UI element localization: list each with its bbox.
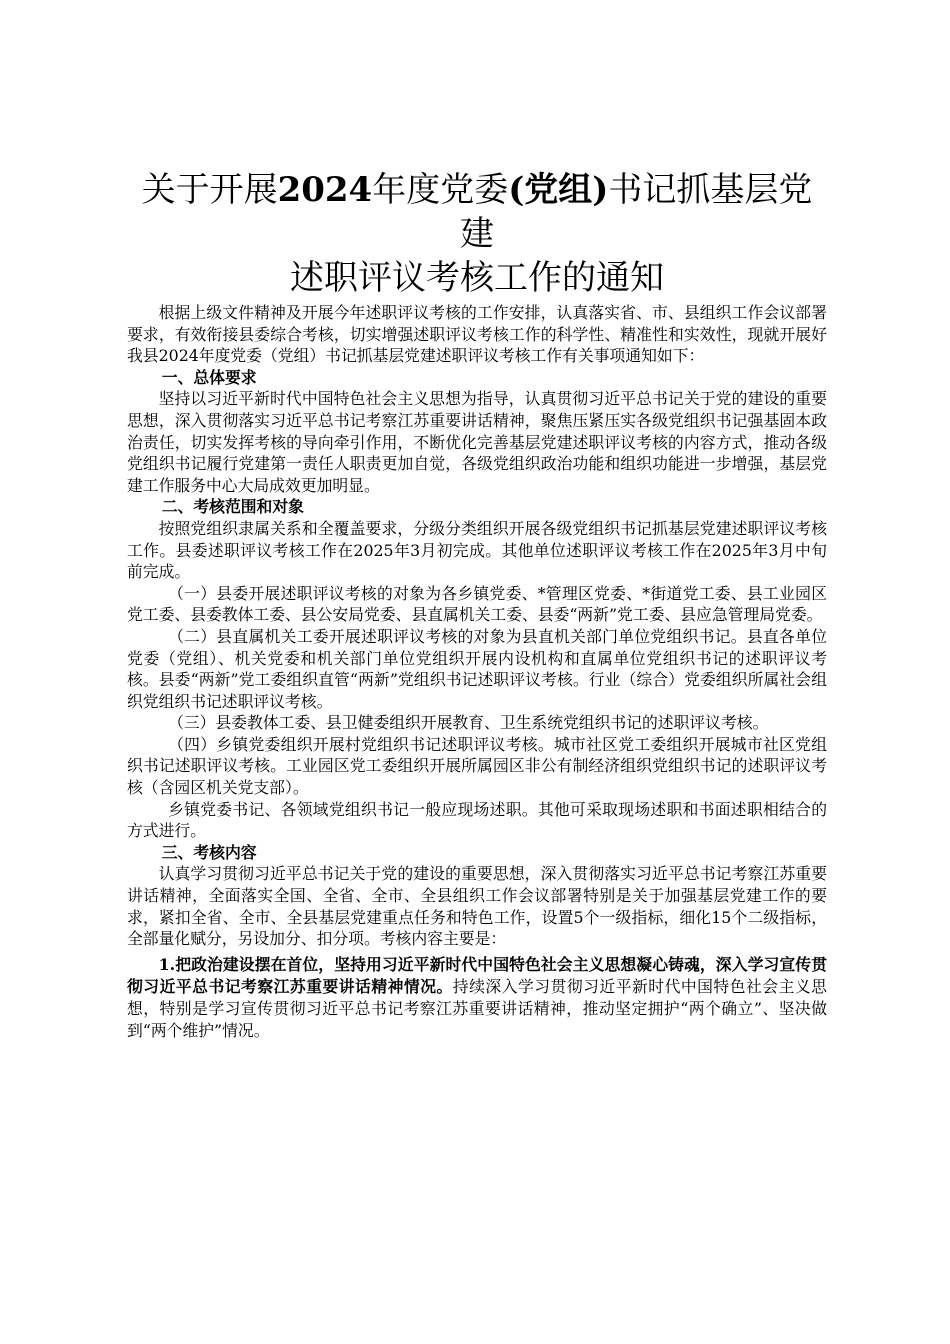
section-heading-1: 一、总体要求	[161, 367, 257, 387]
section2-item-2: （二）县直属机关工委开展述职评议考核的对象为县直机关部门单位党组织书记。县直各单位党委（党组）、机关党委和机关部门单位党组织开展内设机构和直属单位党组织书记的述职评议考核。县委“两新”党工委组织直管“两新”党组织书记述职评议考核。行业（综合）党委组织所属社会组织党组织书记述职评议考核。	[127, 626, 827, 711]
document-page	[127, 168, 827, 1042]
title-line1	[142, 170, 813, 254]
section-heading-3: 三、考核内容	[161, 842, 257, 862]
section3-paragraph: 认真学习贯彻习近平总书记关于党的建设的重要思想，深入贯彻落实习近平总书记考察江苏重要讲话精神，全面落实全国、全省、全市、全县组织工作会议部署特别是关于加强基层党建工作的要求，紧扣全省、全市、全县基层党建重点任务和特色工作，设置5个一级指标，细化15个二级指标，全部量化赋分，另设加分、扣分项。考核内容主要是：	[127, 864, 827, 949]
section2-item-1: （一）县委开展述职评议考核的对象为各乡镇党委、*管理区党委、*街道党工委、县工业园区党工委、县委教体工委、县公安局党委、县直属机关工委、县委“两新”党工委、县应急管理局党委。	[127, 583, 827, 625]
document-title	[127, 168, 827, 300]
section2-note: 乡镇党委书记、各领域党组织书记一般应现场述职。其他可采取现场述职和书面述职相结合的方式进行。	[127, 799, 827, 841]
section2-item-3: （三）县委教体工委、县卫健委组织开展教育、卫生系统党组织书记的述职评议考核。	[168, 713, 769, 733]
section3-item-1	[127, 954, 827, 1042]
section2-item-4: （四）乡镇党委组织开展村党组织书记述职评议考核。城市社区党工委组织开展城市社区党组织书记述职评议考核。工业园区党工委组织开展所属园区非公有制经济组织党组织书记的述职评议考核（含园区机关党支部）。	[127, 734, 827, 798]
section3-item-1-body: 持续深入学习贯彻习近平新时代中国特色社会主义思想，特别是学习宣传贯彻习近平总书记考察江苏重要讲话精神，推动坚定拥护“两个确立”、坚决做到“两个维护”情况。	[127, 976, 827, 1040]
title-text: 书记抓基层党建	[460, 170, 813, 254]
section1-paragraph: 坚持以习近平新时代中国特色社会主义思想为指导，认真贯彻习近平总书记关于党的建设的重要思想，深入贯彻落实习近平总书记考察江苏重要讲话精神，聚焦压紧压实各级党组织书记强基固本政治责任，切实发挥考核的导向牵引作用，不断优化完善基层党建述职评议考核的内容方式，推动各级党组织书记履行党建第一责任人职责更加自觉，各级党组织政治功能和组织功能进一步增强，基层党建工作服务中心大局成效更加明显。	[127, 389, 827, 495]
title-year: 2024	[277, 170, 373, 210]
section3-item-1-lead: 1.把政治建设摆在首位，坚持用习近平新时代中国特色社会主义思想凝心铸魂，深入学习宣传贯彻习近平总书记考察江苏重要讲话精神情况。	[127, 954, 827, 996]
title-text: 关于开展	[141, 170, 278, 210]
section-heading-2: 二、考核范围和对象	[161, 497, 304, 517]
section2-paragraph: 按照党组织隶属关系和全覆盖要求，分级分类组织开展各级党组织书记抓基层党建述职评议考核工作。县委述职评议考核工作在2025年3月初完成。其他单位述职评议考核工作在2025年3月中旬前完成。	[127, 518, 827, 582]
title-paren: (党组)	[508, 170, 609, 210]
title-line2: 述职评议考核工作的通知	[290, 258, 664, 298]
title-text: 年度党委	[372, 170, 509, 210]
intro-paragraph: 根据上级文件精神及开展今年述职评议考核的工作安排，认真落实省、市、县组织工作会议部署要求，有效衔接县委综合考核，切实增强述职评议考核工作的科学性、精准性和实效性，现就开展好我县2024年度党委（党组）书记抓基层党建述职评议考核工作有关事项通知如下：	[127, 303, 827, 366]
